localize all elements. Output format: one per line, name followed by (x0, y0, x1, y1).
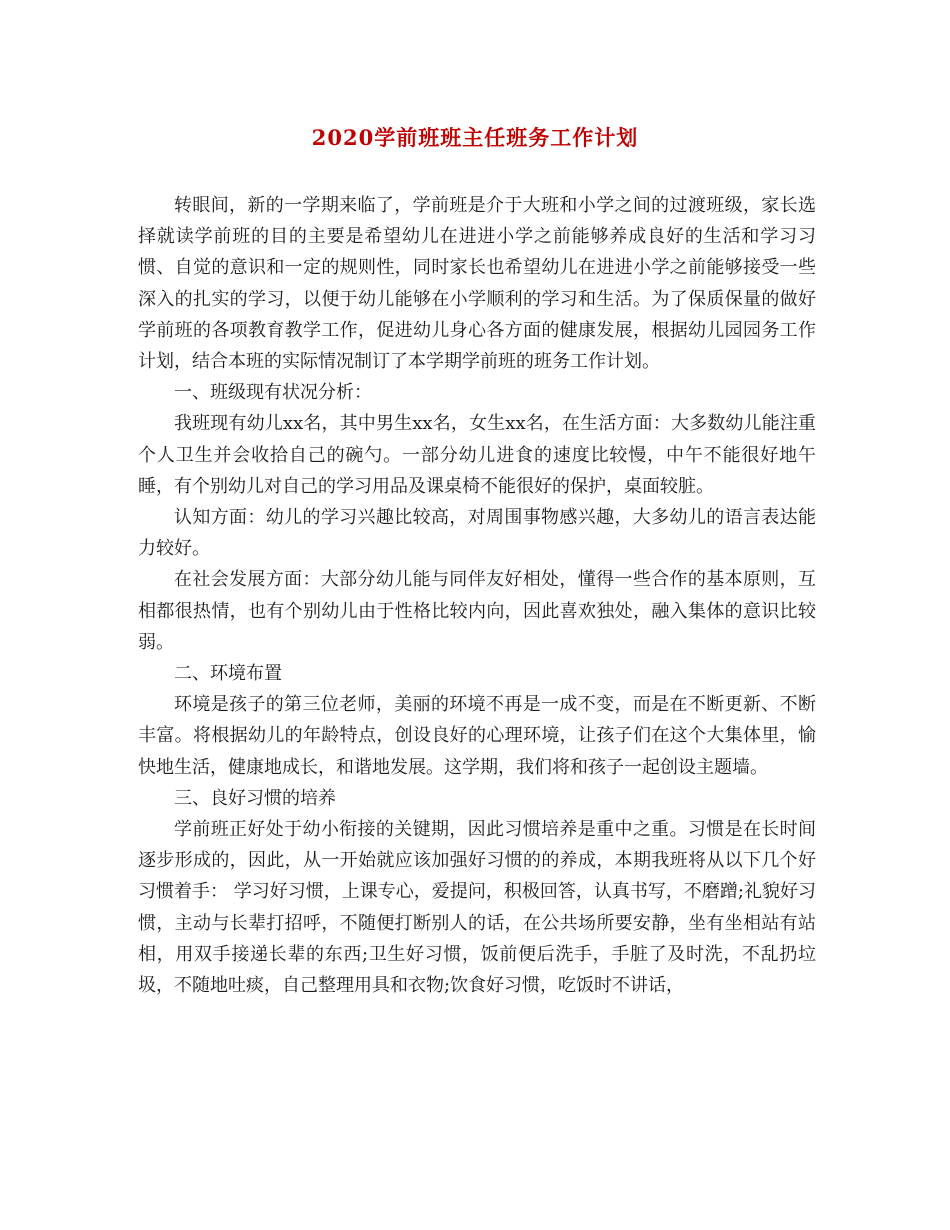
section-heading-habits: 三、良好习惯的培养 (174, 787, 336, 809)
section-heading-environment: 二、环境布置 (174, 663, 282, 685)
paragraph-class-status: 我班现有幼儿xx名，其中男生xx名，女生xx名，在生活方面：大多数幼儿能注重个人卫生并会收拾自己的碗勺。一部分幼儿进食的速度比较慢，中午不能很好地午睡，有个别幼儿对自己的学习用品及课桌椅不能很好的保护，桌面较脏。 (138, 413, 816, 497)
paragraph-environment: 环境是孩子的第三位老师，美丽的环境不再是一成不变，而是在不断更新、不断丰富。将根据幼儿的年龄特点，创设良好的心理环境，让孩子们在这个大集体里，愉快地生活，健康地成长，和谐地发展。这学期，我们将和孩子一起创设主题墙。 (138, 694, 816, 778)
document-body (138, 190, 816, 1001)
paragraph-cognition: 认知方面：幼儿的学习兴趣比较高，对周围事物感兴趣，大多幼儿的语言表达能力较好。 (138, 507, 816, 560)
paragraph-habits: 学前班正好处于幼小衔接的关键期，因此习惯培养是重中之重。习惯是在长时间逐步形成的，因此，从一开始就应该加强好习惯的的养成，本期我班将从以下几个好习惯着手： 学习好习惯，上课专心，爱提问，积极回答，认真书写，不磨蹭;礼貌好习惯，主动与长辈打招呼，不随便打断别人的话，在公共场所要安静，坐有坐相站有站相，用双手接递长辈的东西;卫生好习惯，饭前便后洗手，手脏了及时洗，不乱扔垃圾，不随地吐痰，自己整理用具和衣物;饮食好习惯，吃饭时不讲话， (138, 819, 816, 997)
section-heading-class-status: 一、班级现有状况分析： (174, 382, 372, 404)
paragraph-intro: 转眼间，新的一学期来临了，学前班是介于大班和小学之间的过渡班级，家长选择就读学前班的目的主要是希望幼儿在进进小学之前能够养成良好的生活和学习习惯、自觉的意识和一定的规则性，同时家长也希望幼儿在进进小学之前能够接受一些深入的扎实的学习，以便于幼儿能够在小学顺利的学习和生活。为了保质保量的做好学前班的各项教育教学工作，促进幼儿身心各方面的健康发展，根据幼儿园园务工作计划，结合本班的实际情况制订了本学期学前班的班务工作计划。 (138, 195, 816, 373)
document-title: 2020学前班班主任班务工作计划 (311, 125, 639, 150)
paragraph-social-development: 在社会发展方面：大部分幼儿能与同伴友好相处，懂得一些合作的基本原则，互相都很热情，也有个别幼儿由于性格比较内向，因此喜欢独处，融入集体的意识比较弱。 (138, 569, 816, 653)
